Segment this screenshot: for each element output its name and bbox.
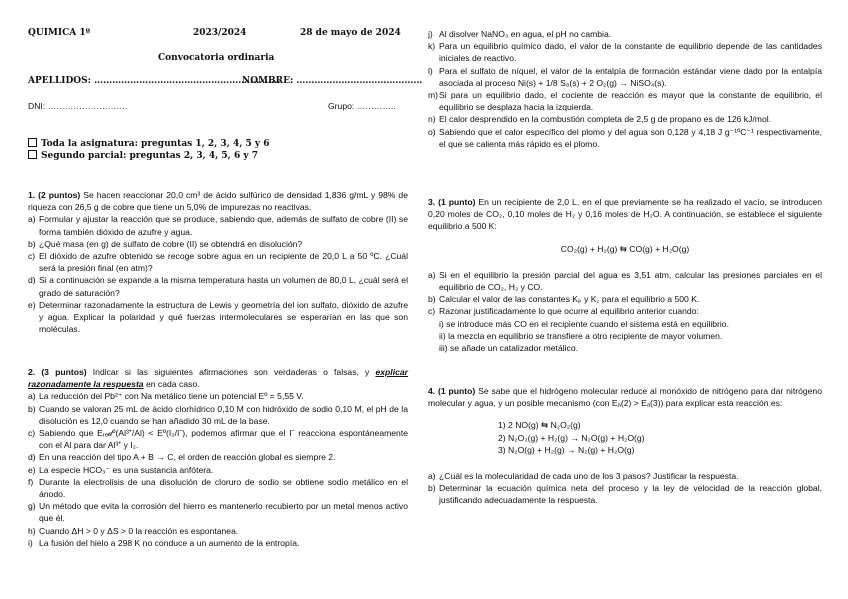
course-title: QUIMICA 1º xyxy=(28,28,91,38)
list-item xyxy=(28,238,408,250)
q3-subitems xyxy=(428,318,822,355)
item-text: Durante la electrolisis de una disolución de cloruro de sodio se obtiene sodio metálico en el ánodo. xyxy=(39,476,408,500)
item-text: ¿Qué masa (en g) de sulfato de cobre (II) se obtendrá en disolución? xyxy=(39,238,303,249)
item-letter: c) xyxy=(28,251,36,262)
q2-items-left xyxy=(28,390,408,549)
item-letter: k) xyxy=(428,41,436,52)
list-item xyxy=(428,482,822,506)
mechanism-step: 2) N₂O₂(g) + H₂(g) → N₂O(g) + H₂O(g) xyxy=(498,432,645,443)
mechanism-step: 3) N₂O(g) + H₂(g) → N₂(g) + H₂O(g) xyxy=(498,444,635,455)
item-letter: b) xyxy=(28,238,36,249)
item-letter: j) xyxy=(428,29,433,39)
item-text: Si para un equilibrio dado, el cociente de reacción es mayor que la constante de equilibrio, el equilibrio se desplaza hacia la izquierda. xyxy=(439,90,822,113)
list-item xyxy=(428,40,822,64)
list-item xyxy=(28,537,408,549)
item-letter: g) xyxy=(28,501,36,512)
item-letter: a) xyxy=(28,214,36,225)
list-item xyxy=(428,269,822,293)
item-letter: a) xyxy=(428,471,436,482)
dni-field[interactable]: DNI: ………………………. xyxy=(28,101,128,111)
item-letter: l) xyxy=(428,65,433,76)
item-letter: b) xyxy=(428,483,436,494)
item-text: Razonar justificadamente lo que ocurre al equilibrio anterior cuando: xyxy=(439,306,699,317)
list-item xyxy=(28,427,408,451)
question-1 xyxy=(28,189,408,335)
item-letter: b) xyxy=(428,294,436,305)
option-second-part-label: Segundo parcial: preguntas 2, 3, 4, 5, 6 y 7 xyxy=(41,151,258,161)
q3-items xyxy=(428,269,822,318)
option-full-course-label: Toda la asignatura: preguntas 1, 2, 3, 4, 5 y 6 xyxy=(41,139,270,149)
item-text: Sabiendo que Eᵣₑ𝒹º(Al³⁺/Al) < Eº(I₂/I⁻), podemos afirmar que el I⁻ reacciona espontáneamente con el Al para dar Al³⁺ y I₂. xyxy=(39,428,408,451)
item-letter: c) xyxy=(428,306,436,317)
item-letter: b) xyxy=(28,403,36,414)
item-letter: c) xyxy=(28,428,36,439)
grupo-field[interactable]: Grupo: ………….. xyxy=(328,101,396,111)
q4-intro: 4. (1 punto) Se sabe que el hidrógeno molecular reduce al monóxido de nitrógeno para dar nitrógeno molecular y agua, y un posible mecanismo (con Eₐ(2) > Eₐ(3)) para explicar esta reacción es: xyxy=(428,386,822,409)
list-item xyxy=(428,126,822,150)
list-item xyxy=(28,476,408,500)
q3-equation: CO₂(g) + H₂(g) ⇆ CO(g) + H₂O(g) xyxy=(560,243,690,254)
item-letter: m) xyxy=(428,90,439,101)
item-letter: o) xyxy=(428,126,436,137)
item-text: Determinar la ecuación química neta del proceso y la ley de velocidad de la reacción global, justificando adecuadamente la respuesta. xyxy=(439,483,822,506)
sub-item: ii) la mezcla en equilibrio se transfiere a otro recipiente de mayor volumen. xyxy=(439,330,723,341)
question-2 xyxy=(28,366,408,549)
apellidos-field[interactable]: APELLIDOS: …………………………………………………….. xyxy=(28,76,281,86)
question-4 xyxy=(428,385,822,507)
list-item xyxy=(428,28,822,40)
list-item xyxy=(428,470,822,482)
item-text: Si a continuación se expande a la misma temperatura hasta un volumen de 80,0 L, ¿cuál será el grado de saturación? xyxy=(39,275,408,298)
item-text: Sabiendo que el calor específico del plomo y del agua son 0,128 y 4,18 J g⁻¹ºC⁻¹ respectivamente, el que se calienta más rápido es el plomo. xyxy=(439,126,822,149)
item-text: Si en el equilibrio la presión parcial del agua es 3,51 atm, calcular las presiones parciales en el equilibrio de CO₂, H₂ y CO. xyxy=(439,269,822,293)
item-text: La fusión del hielo a 298 K no conduce a un aumento de la entropía. xyxy=(39,537,300,548)
item-text: En una reacción del tipo A + B → C, el orden de reacción global es siempre 2. xyxy=(39,452,336,463)
item-text: Para el sulfato de níquel, el valor de la entalpía de formación estándar viene dado por la entalpía asociada al proceso Ni(s) + 1/8 S₈(s) + 2 O₂(g) → NiSO₄(s). xyxy=(439,65,822,88)
sub-item: iii) se añade un catalizador metálico. xyxy=(439,343,579,354)
list-item xyxy=(428,89,822,113)
item-text: Formular y ajustar la reacción que se produce, sabiendo que, además de sulfato de cobre (II) se forma también dióxido de azufre y agua. xyxy=(39,214,408,237)
item-letter: e) xyxy=(28,464,36,475)
list-item xyxy=(28,213,408,237)
item-text: Determinar razonadamente la estructura de Lewis y geometría del ion sulfato, dióxido de azufre y agua. Explicar la polaridad y qué fuerzas intermoleculares se esperarían en las que son moléculas. xyxy=(39,299,408,335)
item-text: El dióxido de azufre obtenido se recoge sobre agua en un recipiente de 20,0 L a 50 ºC. ¿Cuál será la presión final (en atm)? xyxy=(39,251,408,274)
option-second-part[interactable] xyxy=(28,150,258,161)
item-text: La reducción del Pb²⁺ con Na metálico tiene un potencial Eº = 5,55 V. xyxy=(39,391,304,402)
q3-intro: 3. (1 punto) En un recipiente de 2,0 L, en el que previamente se ha realizado el vacío, se introducen 0,20 moles de CO₂, 0,10 moles de H₂ y 0,16 moles de H₂O. A continuación, se establece el siguiente equilibrio a 500 K: xyxy=(428,197,822,232)
option-full-course[interactable] xyxy=(28,138,270,149)
item-letter: a) xyxy=(428,269,436,280)
convocatoria-title: Convocatoria ordinaria xyxy=(158,53,275,63)
q1-intro: 1. (2 puntos) Se hacen reaccionar 20,0 cm³ de ácido sulfúrico de densidad 1,836 g/mL y 98% de riqueza con 26,5 g de cobre que tiene un 5,0% de impurezas no reactivas. xyxy=(28,190,408,213)
item-letter: i) xyxy=(28,537,33,548)
item-text: Calcular el valor de las constantes Kₚ y K꜀ para el equilibrio a 500 K. xyxy=(439,294,700,305)
question-2-continued xyxy=(428,28,822,150)
item-letter: n) xyxy=(428,114,436,125)
item-text: Para un equilibrio químico dado, el valor de la constante de equilibrio depende de las cantidades iniciales de reactivo. xyxy=(439,41,822,64)
q4-steps xyxy=(428,419,822,456)
question-3 xyxy=(428,196,822,354)
list-item xyxy=(28,403,408,427)
item-text: Un método que evita la corrosión del hierro es mantenerlo recubierto por un metal menos activo que él. xyxy=(39,501,408,524)
item-letter: a) xyxy=(28,391,36,402)
item-letter: d) xyxy=(28,275,36,286)
nombre-field[interactable]: NOMBRE: …………………………………… xyxy=(242,76,423,86)
list-item xyxy=(28,250,408,274)
q1-items xyxy=(28,213,408,335)
item-text: Cuando ΔH > 0 y ΔS > 0 la reacción es espontanea. xyxy=(39,525,239,536)
list-item xyxy=(428,305,822,317)
item-text: Al disolver NaNO₃ en agua, el pH no cambia. xyxy=(439,29,612,39)
item-text: Cuando se valoran 25 mL de ácido clorhídrico 0,10 M con hidróxido de sodio 0,10 M, el pH de la disolución es 12,0 cuando se han añadido 30 mL de la base. xyxy=(39,403,408,426)
list-item xyxy=(28,274,408,298)
list-item xyxy=(428,65,822,89)
list-item xyxy=(28,464,408,476)
checkbox-icon[interactable] xyxy=(28,150,37,159)
item-letter: f) xyxy=(28,476,34,487)
item-letter: h) xyxy=(28,525,36,536)
item-letter: e) xyxy=(28,299,36,310)
list-item xyxy=(28,451,408,463)
list-item xyxy=(28,299,408,336)
mechanism-step: 1) 2 NO(g) ⇆ N₂O₂(g) xyxy=(498,420,581,431)
list-item xyxy=(428,293,822,305)
academic-year: 2023/2024 xyxy=(193,28,247,38)
exam-date: 28 de mayo de 2024 xyxy=(300,28,401,38)
list-item xyxy=(28,525,408,537)
item-letter: d) xyxy=(28,452,36,463)
checkbox-icon[interactable] xyxy=(28,138,37,147)
q4-items xyxy=(428,470,822,507)
sub-item: i) se introduce más CO en el recipiente cuando el sistema está en equilibrio. xyxy=(439,318,729,329)
item-text: El calor desprendido en la combustión completa de 2,5 g de propano es de 126 kJ/mol. xyxy=(439,114,772,125)
item-text: La especie HCO₃⁻ es una sustancia anfótera. xyxy=(39,464,214,475)
item-text: ¿Cuál es la molecularidad de cada uno de los 3 pasos? Justificar la respuesta. xyxy=(439,471,739,482)
list-item xyxy=(428,113,822,125)
q2-intro: 2. (3 puntos) Indicar si las siguientes afirmaciones son verdaderas o falsas, y explicar razonadamente la respuesta en cada caso. xyxy=(28,367,408,390)
list-item xyxy=(28,500,408,524)
list-item xyxy=(28,390,408,402)
q2-items-right xyxy=(428,28,822,150)
